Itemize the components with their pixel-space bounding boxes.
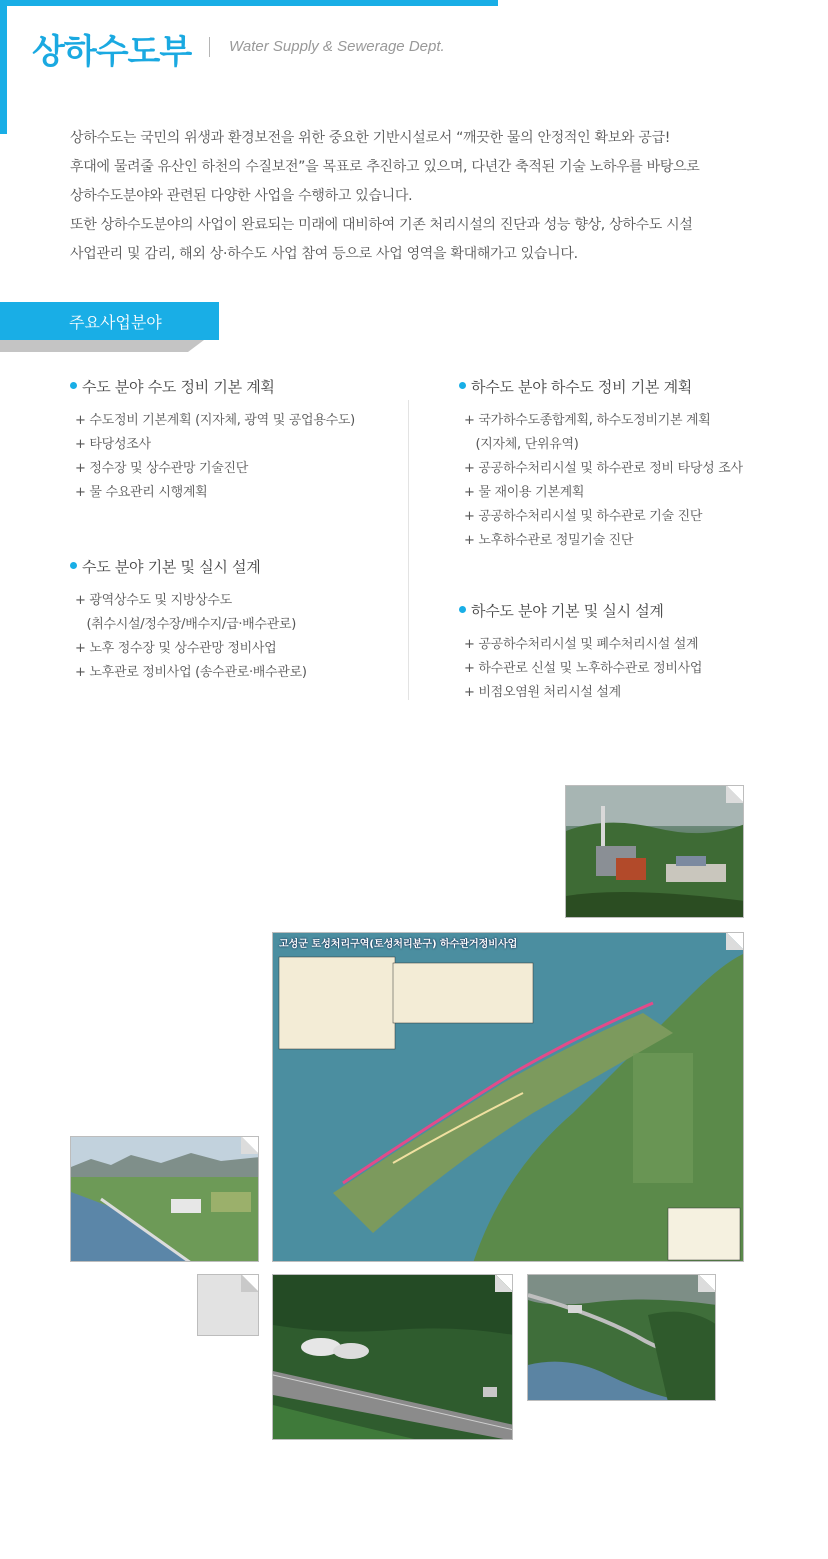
column-divider (408, 400, 409, 700)
group-list-sewer-plan (464, 409, 743, 553)
list-item: + 타당성조사 (75, 437, 151, 452)
bullet-dot-icon (70, 382, 77, 389)
group-title-text: 수도 분야 기본 및 실시 설계 (82, 558, 261, 576)
map-title: 고성군 토성처리구역(토성처리분구) 하수관거정비사업 (279, 939, 518, 950)
list-item: + 노후관로 정비사업 (송수관로·배수관로) (75, 665, 307, 680)
photo-mountain-reservoir (272, 1274, 513, 1440)
list-item: + 공공하수처리시설 및 하수관로 정비 타당성 조사 (464, 461, 743, 476)
page-subtitle: Water Supply & Sewerage Dept. (229, 38, 445, 55)
title-divider (209, 37, 210, 57)
group-title-text: 하수도 분야 하수도 정비 기본 계획 (471, 378, 693, 396)
group-title-sewer-plan (459, 376, 692, 397)
list-item: + 공공하수처리시설 및 폐수처리시설 설계 (464, 637, 699, 652)
list-item: + 물 재이용 기본계획 (464, 485, 585, 500)
group-title-water-design (70, 556, 260, 577)
photo-treatment-plant (565, 785, 744, 918)
riverside-illustration (71, 1137, 259, 1262)
reservoir-illustration (273, 1275, 513, 1440)
group-list-water-plan (75, 409, 355, 505)
page-title: 상하수도부 (32, 32, 192, 72)
map-illustration (273, 933, 744, 1262)
photo-riverside-facility (70, 1136, 259, 1262)
intro-line: 또한 상하수도분야의 사업이 완료되는 미래에 대비하여 기존 처리시설의 진단과 성능 향상, 상하수도 시설 (70, 217, 693, 233)
list-item: + 비점오염원 처리시설 설계 (464, 685, 621, 700)
bullet-dot-icon (70, 562, 77, 569)
list-item: + 노후 정수장 및 상수관망 정비사업 (75, 641, 277, 656)
section-label: 주요사업분야 (69, 313, 162, 332)
list-item: + 물 수요관리 시행계획 (75, 485, 208, 500)
group-title-text: 하수도 분야 기본 및 실시 설계 (471, 602, 664, 620)
group-title-sewer-design (459, 600, 664, 621)
list-item: + 광역상수도 및 지방상수도 (75, 593, 232, 608)
plant-illustration (566, 786, 744, 918)
group-title-text: 수도 분야 수도 정비 기본 계획 (82, 378, 275, 396)
intro-text (70, 124, 770, 269)
bullet-dot-icon (459, 382, 466, 389)
list-item: + 국가하수도종합계획, 하수도정비기본 계획 (464, 413, 711, 428)
valley-illustration (528, 1275, 716, 1401)
group-list-sewer-design (464, 633, 702, 705)
top-accent-bar (0, 0, 498, 6)
group-title-water-plan (70, 376, 275, 397)
left-accent-bar (0, 0, 7, 134)
intro-line: 후대에 물려줄 유산인 하천의 수질보전”을 목표로 추진하고 있으며, 다년간 축적된 기술 노하우를 바탕으로 (70, 159, 700, 175)
intro-line: 사업관리 및 감리, 해외 상·하수도 사업 참여 등으로 사업 영역을 확대해가고 있습니다. (70, 246, 578, 262)
list-item: (취수시설/정수장/배수지/급·배수관로) (75, 617, 296, 632)
photo-valley-road (527, 1274, 716, 1401)
group-list-water-design (75, 589, 307, 685)
list-item: (지자체, 단위유역) (464, 437, 579, 452)
bullet-dot-icon (459, 606, 466, 613)
intro-line: 상하수도는 국민의 위생과 환경보전을 위한 중요한 기반시설로서 “깨끗한 물의 안정적인 확보와 공급! (70, 130, 671, 146)
list-item: + 하수관로 신설 및 노후하수관로 정비사업 (464, 661, 703, 676)
list-item: + 수도정비 기본계획 (지자체, 광역 및 공업용수도) (75, 413, 355, 428)
photo-sewer-project-map (272, 932, 744, 1262)
photo-placeholder (197, 1274, 259, 1336)
list-item: + 노후하수관로 정밀기술 진단 (464, 533, 634, 548)
intro-line: 상하수도분야와 관련된 다양한 사업을 수행하고 있습니다. (70, 188, 413, 204)
section-tab-shadow (0, 340, 204, 352)
list-item: + 공공하수처리시설 및 하수관로 기술 진단 (464, 509, 703, 524)
list-item: + 정수장 및 상수관망 기술진단 (75, 461, 249, 476)
